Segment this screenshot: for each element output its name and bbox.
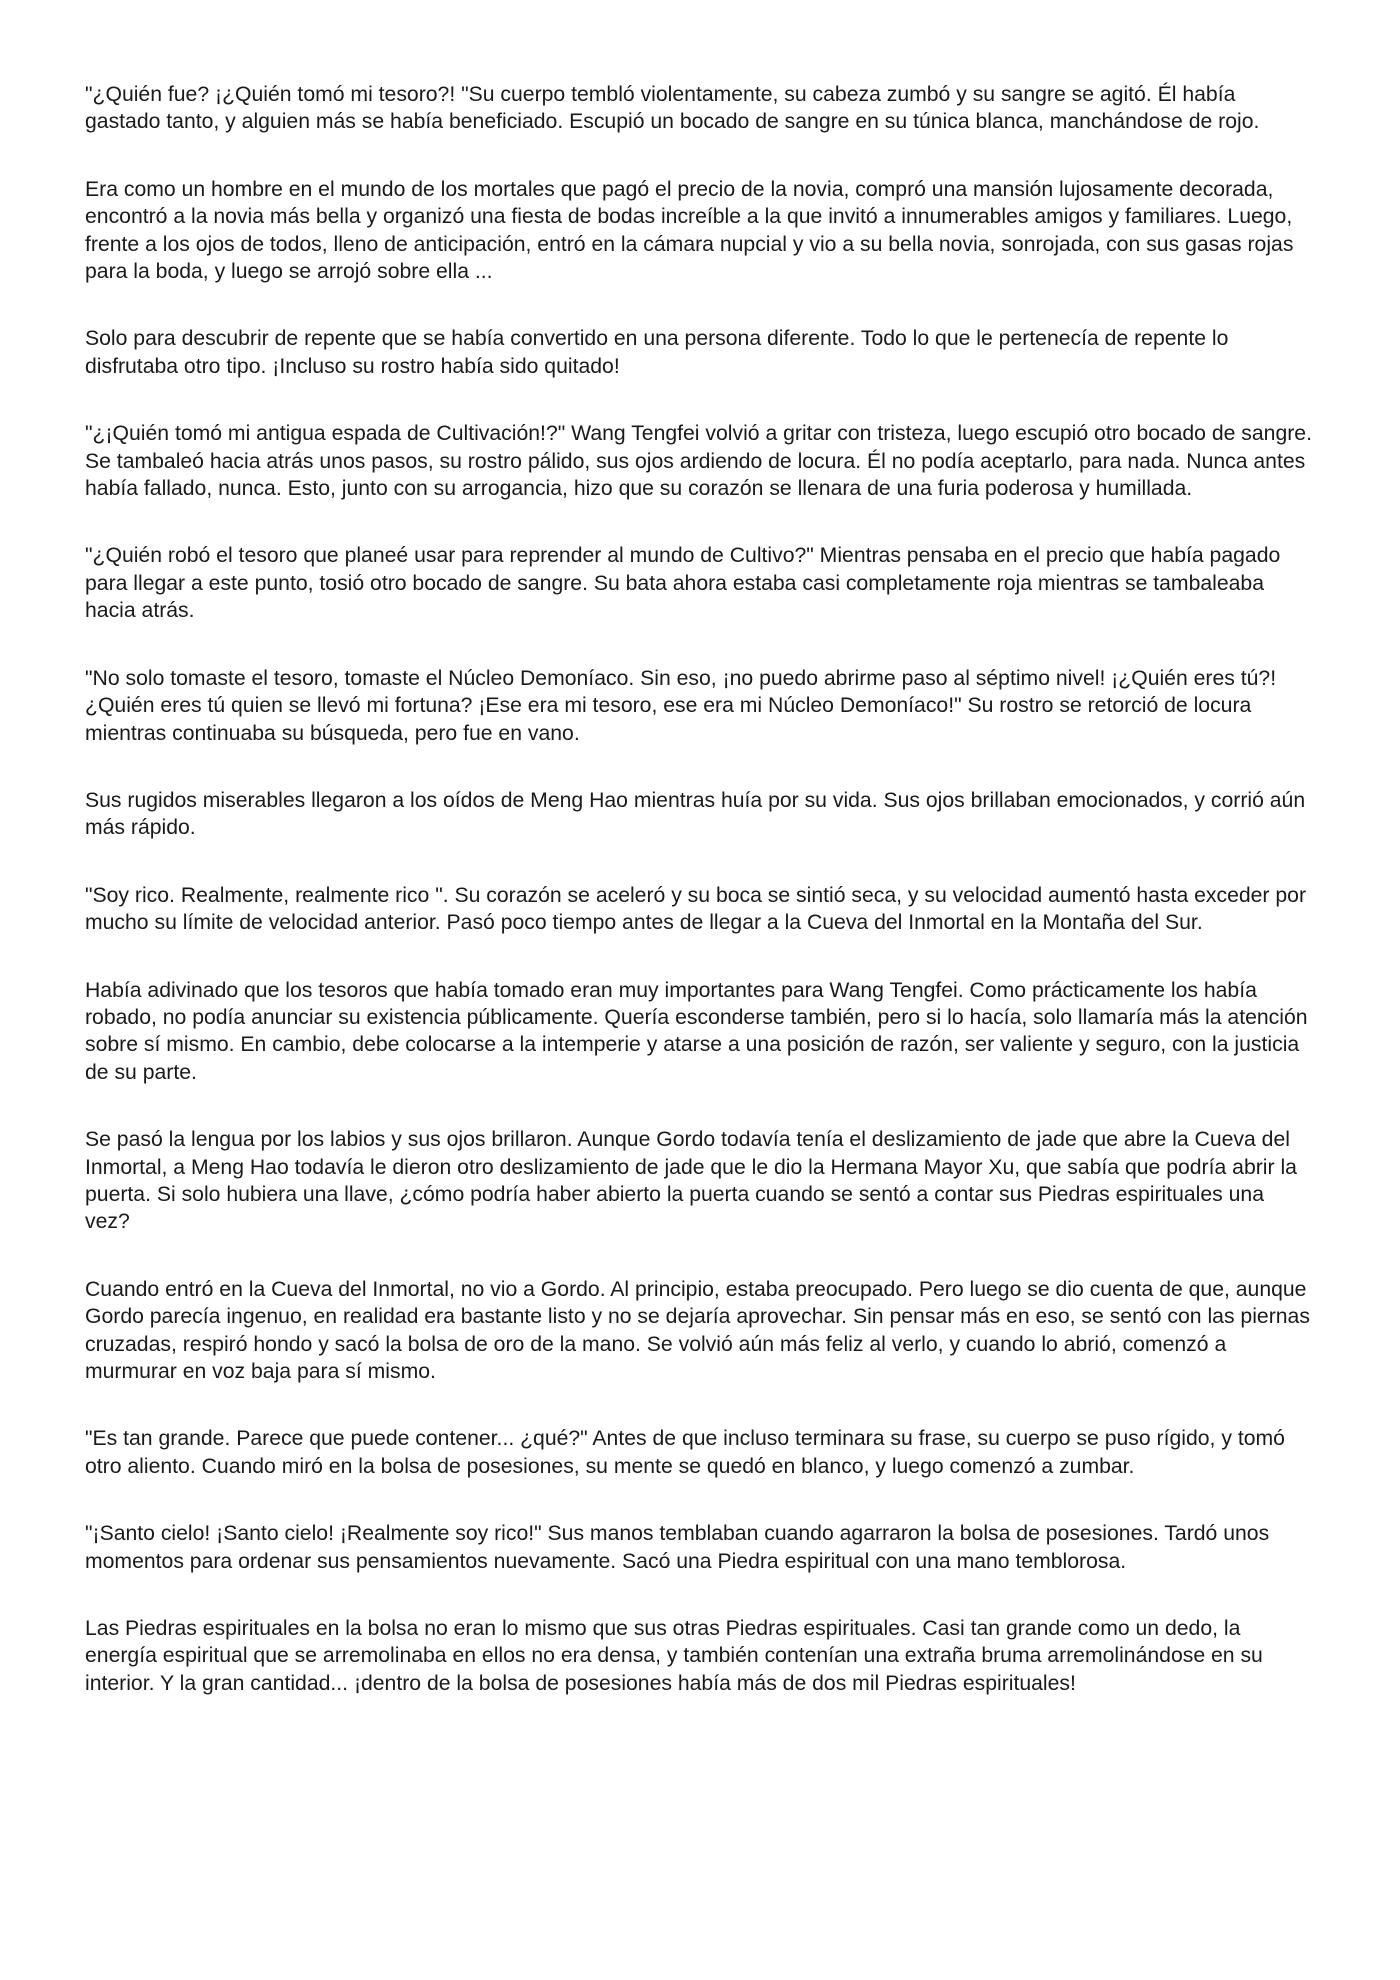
paragraph-12: "Es tan grande. Parece que puede contener... ¿qué?" Antes de que incluso terminara su frase, su cuerpo se puso rígido, y tomó otro aliento. Cuando miró en la bolsa de posesiones, su mente se quedó en blanco, y luego comenzó a zumbar. [85, 1427, 1285, 1478]
paragraph-8: "Soy rico. Realmente, realmente rico ". Su corazón se aceleró y su boca se sintió seca, y su velocidad aumentó hasta exceder por mucho su límite de velocidad anterior. Pasó poco tiempo antes de llegar a la Cueva del Inmortal en la Montaña del Sur. [85, 883, 1307, 935]
paragraph-7: Sus rugidos miserables llegaron a los oídos de Meng Hao mientras huía por su vida. Sus ojos brillaban emocionados, y corrió aún más rápido. [85, 788, 1306, 840]
paragraph-4: "¿¡Quién tomó mi antigua espada de Cultivación!?" Wang Tengfei volvió a gritar con tristeza, luego escupió otro bocado de sangre. Se tambaleó hacia atrás unos pasos, su rostro pálido, sus ojos ardiendo de locura. Él no podía aceptarlo, para nada. Nunca antes había fallado, nunca. Esto, junto con su arrogancia, hizo que su corazón se llenara de una furia poderosa y humillada. [85, 422, 1312, 501]
paragraph-13: "¡Santo cielo! ¡Santo cielo! ¡Realmente soy rico!" Sus manos temblaban cuando agarraron la bolsa de posesiones. Tardó unos momentos para ordenar sus pensamientos nuevamente. Sacó una Piedra espiritual con una mano temblorosa. [85, 1522, 1270, 1573]
paragraph-3: Solo para descubrir de repente que se había convertido en una persona diferente. Todo lo que le pertenecía de repente lo disfrutaba otro tipo. ¡Incluso su rostro había sido quitado! [85, 327, 1229, 378]
paragraph-5: "¿Quién robó el tesoro que planeé usar para reprender al mundo de Cultivo?" Mientras pensaba en el precio que había pagado para llegar a este punto, tosió otro bocado de sangre. Su bata ahora estaba casi completamente roja mientras se tambaleaba hacia atrás. [85, 544, 1281, 623]
paragraph-1: "¿Quién fue? ¡¿Quién tomó mi tesoro?! "Su cuerpo tembló violentamente, su cabeza zumbó y su sangre se agitó. Él había gastado tanto, y alguien más se había beneficiado. Escupió un bocado de sangre en su túnica blanca, manchándose de rojo. [85, 83, 1260, 134]
paragraph-11: Cuando entró en la Cueva del Inmortal, no vio a Gordo. Al principio, estaba preocupado. Pero luego se dio cuenta de que, aunque Gordo parecía ingenuo, en realidad era bastante listo y no se dejaría aprovechar. Sin pensar más en eso, se sentó con las piernas cruzadas, respiró hondo y sacó la bolsa de oro de la mano. Se volvió aún más feliz al verlo, y cuando lo abrió, comenzó a murmurar en voz baja para sí mismo. [85, 1277, 1310, 1383]
paragraph-9: Había adivinado que los tesoros que había tomado eran muy importantes para Wang Tengfei. Como prácticamente los había robado, no podía anunciar su existencia públicamente. Quería esconderse también, pero si lo hacía, solo llamaría más la atención sobre sí mismo. En cambio, debe colocarse a la intemperie y atarse a una posición de razón, ser valiente y seguro, con la justicia de su parte. [85, 978, 1308, 1084]
paragraph-2: Era como un hombre en el mundo de los mortales que pagó el precio de la novia, compró una mansión lujosamente decorada, encontró a la novia más bella y organizó una fiesta de bodas increíble a la que invitó a innumerables amigos y familiares. Luego, frente a los ojos de todos, lleno de anticipación, entró en la cámara nupcial y vio a su bella novia, sonrojada, con sus gasas rojas para la boda, y luego se arrojó sobre ella ... [85, 177, 1294, 284]
paragraph-6: "No solo tomaste el tesoro, tomaste el Núcleo Demoníaco. Sin eso, ¡no puedo abrirme paso al séptimo nivel! ¡¿Quién eres tú?! ¿Quién eres tú quien se llevó mi fortuna? ¡Ese era mi tesoro, ese era mi Núcleo Demoníaco!" Su rostro se retorció de locura mientras continuaba su búsqueda, pero fue en vano. [85, 666, 1277, 745]
paragraph-14: Las Piedras espirituales en la bolsa no eran lo mismo que sus otras Piedras espirituales. Casi tan grande como un dedo, la energía espiritual que se arremolinaba en ellos no era densa, y también contenían una extraña bruma arremolinándose en su interior. Y la gran cantidad... ¡dentro de la bolsa de posesiones había más de dos mil Piedras espirituales! [85, 1617, 1263, 1695]
paragraph-10: Se pasó la lengua por los labios y sus ojos brillaron. Aunque Gordo todavía tenía el deslizamiento de jade que abre la Cueva del Inmortal, a Meng Hao todavía le dieron otro deslizamiento de jade que le dio la Hermana Mayor Xu, que sabía que podría abrir la puerta. Si solo hubiera una llave, ¿cómo podría haber abierto la puerta cuando se sentó a contar sus Piedras espirituales una vez? [85, 1128, 1297, 1234]
